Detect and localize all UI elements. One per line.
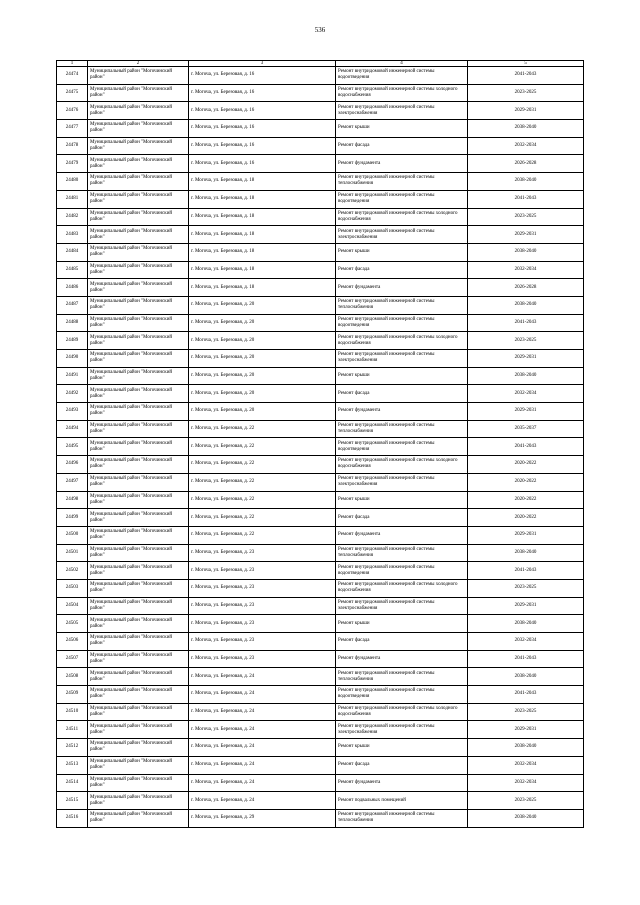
address-cell: г. Могоча, ул. Березовая, д. 24 <box>189 792 336 810</box>
table-row <box>57 721 584 739</box>
row-number: 24479 <box>57 155 88 173</box>
table-row <box>57 137 584 155</box>
district-cell: Муниципальный район "Могочинский район" <box>88 438 189 456</box>
row-number: 24508 <box>57 668 88 686</box>
address-cell: г. Могоча, ул. Березовая, д. 16 <box>189 137 336 155</box>
address-cell: г. Могоча, ул. Березовая, д. 22 <box>189 473 336 491</box>
address-cell: г. Могоча, ул. Березовая, д. 23 <box>189 615 336 633</box>
table-row <box>57 226 584 244</box>
work-type-cell: Ремонт внутридомовой инженерной системы теплоснабжения <box>336 420 468 438</box>
address-cell: г. Могоча, ул. Березовая, д. 18 <box>189 226 336 244</box>
district-cell: Муниципальный район "Могочинский район" <box>88 544 189 562</box>
row-number: 24488 <box>57 314 88 332</box>
address-cell: г. Могоча, ул. Березовая, д. 18 <box>189 208 336 226</box>
address-cell: г. Могоча, ул. Березовая, д. 23 <box>189 633 336 651</box>
table-row <box>57 208 584 226</box>
work-type-cell: Ремонт внутридомовой инженерной системы водоотведения <box>336 438 468 456</box>
work-type-cell: Ремонт фасада <box>336 261 468 279</box>
work-type-cell: Ремонт фундамента <box>336 403 468 421</box>
work-type-cell: Ремонт внутридомовой инженерной системы теплоснабжения <box>336 173 468 191</box>
work-type-cell: Ремонт фасада <box>336 137 468 155</box>
row-number: 24491 <box>57 367 88 385</box>
term-cell: 2029-2031 <box>468 526 584 544</box>
address-cell: г. Могоча, ул. Березовая, д. 18 <box>189 279 336 297</box>
term-cell: 2038-2040 <box>468 173 584 191</box>
row-number: 24487 <box>57 296 88 314</box>
row-number: 24513 <box>57 756 88 774</box>
term-cell: 2029-2031 <box>468 102 584 120</box>
table-row <box>57 579 584 597</box>
row-number: 24482 <box>57 208 88 226</box>
table-row <box>57 633 584 651</box>
table-row <box>57 562 584 580</box>
term-cell: 2041-2043 <box>468 650 584 668</box>
term-cell: 2038-2040 <box>468 739 584 757</box>
term-cell: 2023-2025 <box>468 792 584 810</box>
row-number: 24492 <box>57 385 88 403</box>
address-cell: г. Могоча, ул. Березовая, д. 20 <box>189 332 336 350</box>
table-row <box>57 615 584 633</box>
district-cell: Муниципальный район "Могочинский район" <box>88 792 189 810</box>
district-cell: Муниципальный район "Могочинский район" <box>88 721 189 739</box>
row-number: 24514 <box>57 774 88 792</box>
district-cell: Муниципальный район "Могочинский район" <box>88 120 189 138</box>
table-row <box>57 739 584 757</box>
work-type-cell: Ремонт внутридомовой инженерной системы теплоснабжения <box>336 296 468 314</box>
term-cell: 2041-2043 <box>468 562 584 580</box>
table-row <box>57 120 584 138</box>
column-header: 5 <box>468 61 584 67</box>
row-number: 24515 <box>57 792 88 810</box>
table-row <box>57 296 584 314</box>
district-cell: Муниципальный район "Могочинский район" <box>88 385 189 403</box>
term-cell: 2041-2043 <box>468 314 584 332</box>
term-cell: 2038-2040 <box>468 120 584 138</box>
address-cell: г. Могоча, ул. Березовая, д. 16 <box>189 84 336 102</box>
work-type-cell: Ремонт фасада <box>336 509 468 527</box>
table-row <box>57 774 584 792</box>
row-number: 24503 <box>57 579 88 597</box>
district-cell: Муниципальный район "Могочинский район" <box>88 155 189 173</box>
district-cell: Муниципальный район "Могочинский район" <box>88 314 189 332</box>
term-cell: 2023-2025 <box>468 84 584 102</box>
district-cell: Муниципальный район "Могочинский район" <box>88 491 189 509</box>
work-type-cell: Ремонт фундамента <box>336 155 468 173</box>
work-type-cell: Ремонт фундамента <box>336 279 468 297</box>
work-type-cell: Ремонт фундамента <box>336 774 468 792</box>
term-cell: 2029-2031 <box>468 350 584 368</box>
address-cell: г. Могоча, ул. Березовая, д. 24 <box>189 703 336 721</box>
district-cell: Муниципальный район "Могочинский район" <box>88 739 189 757</box>
district-cell: Муниципальный район "Могочинский район" <box>88 84 189 102</box>
term-cell: 2029-2031 <box>468 403 584 421</box>
table-row <box>57 190 584 208</box>
row-number: 24499 <box>57 509 88 527</box>
address-cell: г. Могоча, ул. Березовая, д. 18 <box>189 173 336 191</box>
work-type-cell: Ремонт фундамента <box>336 526 468 544</box>
column-header: 2 <box>88 61 189 67</box>
district-cell: Муниципальный район "Могочинский район" <box>88 102 189 120</box>
address-cell: г. Могоча, ул. Березовая, д. 24 <box>189 756 336 774</box>
term-cell: 2023-2025 <box>468 208 584 226</box>
work-type-cell: Ремонт внутридомовой инженерной системы водоотведения <box>336 190 468 208</box>
address-cell: г. Могоча, ул. Березовая, д. 23 <box>189 544 336 562</box>
table-row <box>57 686 584 704</box>
district-cell: Муниципальный район "Могочинский район" <box>88 420 189 438</box>
work-type-cell: Ремонт внутридомовой инженерной системы водоотведения <box>336 67 468 85</box>
term-cell: 2038-2040 <box>468 367 584 385</box>
address-cell: г. Могоча, ул. Березовая, д. 20 <box>189 385 336 403</box>
term-cell: 2038-2040 <box>468 615 584 633</box>
term-cell: 2029-2031 <box>468 721 584 739</box>
column-header: 4 <box>336 61 468 67</box>
district-cell: Муниципальный район "Могочинский район" <box>88 703 189 721</box>
row-number: 24494 <box>57 420 88 438</box>
address-cell: г. Могоча, ул. Березовая, д. 16 <box>189 67 336 85</box>
district-cell: Муниципальный район "Могочинский район" <box>88 137 189 155</box>
term-cell: 2032-2034 <box>468 385 584 403</box>
address-cell: г. Могоча, ул. Березовая, д. 20 <box>189 296 336 314</box>
table-row <box>57 350 584 368</box>
district-cell: Муниципальный район "Могочинский район" <box>88 173 189 191</box>
table-row <box>57 102 584 120</box>
work-type-cell: Ремонт фасада <box>336 633 468 651</box>
address-cell: г. Могоча, ул. Березовая, д. 22 <box>189 509 336 527</box>
work-type-cell: Ремонт внутридомовой инженерной системы электроснабжения <box>336 350 468 368</box>
table-row <box>57 367 584 385</box>
district-cell: Муниципальный район "Могочинский район" <box>88 403 189 421</box>
address-cell: г. Могоча, ул. Березовая, д. 22 <box>189 491 336 509</box>
work-type-cell: Ремонт крыши <box>336 367 468 385</box>
work-type-cell: Ремонт подвальных помещений <box>336 792 468 810</box>
work-type-cell: Ремонт внутридомовой инженерной системы холодного водоснабжения <box>336 332 468 350</box>
address-cell: г. Могоча, ул. Березовая, д. 24 <box>189 739 336 757</box>
district-cell: Муниципальный район "Могочинский район" <box>88 509 189 527</box>
term-cell: 2029-2031 <box>468 226 584 244</box>
row-number: 24475 <box>57 84 88 102</box>
table-row <box>57 155 584 173</box>
table-row <box>57 509 584 527</box>
address-cell: г. Могоча, ул. Березовая, д. 20 <box>189 403 336 421</box>
row-number: 24507 <box>57 650 88 668</box>
term-cell: 2035-2037 <box>468 420 584 438</box>
address-cell: г. Могоча, ул. Березовая, д. 18 <box>189 190 336 208</box>
row-number: 24480 <box>57 173 88 191</box>
district-cell: Муниципальный район "Могочинский район" <box>88 597 189 615</box>
row-number: 24484 <box>57 243 88 261</box>
table-row <box>57 792 584 810</box>
address-cell: г. Могоча, ул. Березовая, д. 16 <box>189 120 336 138</box>
district-cell: Муниципальный район "Могочинский район" <box>88 296 189 314</box>
district-cell: Муниципальный район "Могочинский район" <box>88 562 189 580</box>
row-number: 24510 <box>57 703 88 721</box>
district-cell: Муниципальный район "Могочинский район" <box>88 243 189 261</box>
district-cell: Муниципальный район "Могочинский район" <box>88 279 189 297</box>
term-cell: 2023-2025 <box>468 332 584 350</box>
row-number: 24500 <box>57 526 88 544</box>
district-cell: Муниципальный район "Могочинский район" <box>88 633 189 651</box>
address-cell: г. Могоча, ул. Березовая, д. 22 <box>189 420 336 438</box>
table-row <box>57 385 584 403</box>
district-cell: Муниципальный район "Могочинский район" <box>88 650 189 668</box>
term-cell: 2038-2040 <box>468 809 584 827</box>
address-cell: г. Могоча, ул. Березовая, д. 24 <box>189 686 336 704</box>
table-row <box>57 261 584 279</box>
table-row <box>57 473 584 491</box>
row-number: 24493 <box>57 403 88 421</box>
term-cell: 2038-2040 <box>468 243 584 261</box>
district-cell: Муниципальный район "Могочинский район" <box>88 668 189 686</box>
row-number: 24509 <box>57 686 88 704</box>
row-number: 24516 <box>57 809 88 827</box>
term-cell: 2038-2040 <box>468 668 584 686</box>
term-cell: 2020-2022 <box>468 491 584 509</box>
address-cell: г. Могоча, ул. Березовая, д. 22 <box>189 438 336 456</box>
row-number: 24477 <box>57 120 88 138</box>
term-cell: 2020-2022 <box>468 509 584 527</box>
row-number: 24505 <box>57 615 88 633</box>
work-type-cell: Ремонт внутридомовой инженерной системы электроснабжения <box>336 102 468 120</box>
row-number: 24478 <box>57 137 88 155</box>
row-number: 24498 <box>57 491 88 509</box>
term-cell: 2038-2040 <box>468 544 584 562</box>
district-cell: Муниципальный район "Могочинский район" <box>88 367 189 385</box>
address-cell: г. Могоча, ул. Березовая, д. 23 <box>189 597 336 615</box>
address-cell: г. Могоча, ул. Березовая, д. 20 <box>189 367 336 385</box>
term-cell: 2023-2025 <box>468 579 584 597</box>
address-cell: г. Могоча, ул. Березовая, д. 29 <box>189 809 336 827</box>
district-cell: Муниципальный район "Могочинский район" <box>88 456 189 474</box>
district-cell: Муниципальный район "Могочинский район" <box>88 526 189 544</box>
table-row <box>57 544 584 562</box>
address-cell: г. Могоча, ул. Березовая, д. 22 <box>189 526 336 544</box>
work-type-cell: Ремонт внутридомовой инженерной системы электроснабжения <box>336 721 468 739</box>
work-type-cell: Ремонт фасада <box>336 385 468 403</box>
work-type-cell: Ремонт внутридомовой инженерной системы электроснабжения <box>336 226 468 244</box>
table-row <box>57 173 584 191</box>
address-cell: г. Могоча, ул. Березовая, д. 23 <box>189 650 336 668</box>
column-header: 3 <box>189 61 336 67</box>
district-cell: Муниципальный район "Могочинский район" <box>88 350 189 368</box>
work-type-cell: Ремонт внутридомовой инженерной системы холодного водоснабжения <box>336 84 468 102</box>
term-cell: 2041-2043 <box>468 686 584 704</box>
table-row <box>57 491 584 509</box>
term-cell: 2032-2034 <box>468 774 584 792</box>
district-cell: Муниципальный район "Могочинский район" <box>88 190 189 208</box>
table-row <box>57 84 584 102</box>
term-cell: 2032-2034 <box>468 756 584 774</box>
term-cell: 2041-2043 <box>468 438 584 456</box>
term-cell: 2020-2022 <box>468 473 584 491</box>
work-type-cell: Ремонт внутридомовой инженерной системы водоотведения <box>336 314 468 332</box>
work-type-cell: Ремонт крыши <box>336 120 468 138</box>
term-cell: 2041-2043 <box>468 190 584 208</box>
table-row <box>57 332 584 350</box>
work-type-cell: Ремонт крыши <box>336 243 468 261</box>
page-number: 536 <box>314 26 326 34</box>
row-number: 24512 <box>57 739 88 757</box>
work-type-cell: Ремонт внутридомовой инженерной системы холодного водоснабжения <box>336 456 468 474</box>
table-row <box>57 526 584 544</box>
table-row <box>57 243 584 261</box>
work-type-cell: Ремонт внутридомовой инженерной системы электроснабжения <box>336 473 468 491</box>
row-number: 24481 <box>57 190 88 208</box>
row-number: 24495 <box>57 438 88 456</box>
work-type-cell: Ремонт внутридомовой инженерной системы холодного водоснабжения <box>336 703 468 721</box>
address-cell: г. Могоча, ул. Березовая, д. 20 <box>189 314 336 332</box>
term-cell: 2032-2034 <box>468 633 584 651</box>
address-cell: г. Могоча, ул. Березовая, д. 18 <box>189 243 336 261</box>
row-number: 24501 <box>57 544 88 562</box>
address-cell: г. Могоча, ул. Березовая, д. 20 <box>189 350 336 368</box>
row-number: 24486 <box>57 279 88 297</box>
work-type-cell: Ремонт внутридомовой инженерной системы холодного водоснабжения <box>336 579 468 597</box>
row-number: 24476 <box>57 102 88 120</box>
row-number: 24490 <box>57 350 88 368</box>
district-cell: Муниципальный район "Могочинский район" <box>88 332 189 350</box>
table-row <box>57 67 584 85</box>
row-number: 24511 <box>57 721 88 739</box>
term-cell: 2041-2043 <box>468 67 584 85</box>
work-type-cell: Ремонт крыши <box>336 491 468 509</box>
row-number: 24506 <box>57 633 88 651</box>
district-cell: Муниципальный район "Могочинский район" <box>88 208 189 226</box>
district-cell: Муниципальный район "Могочинский район" <box>88 67 189 85</box>
work-type-cell: Ремонт фасада <box>336 756 468 774</box>
work-type-cell: Ремонт крыши <box>336 615 468 633</box>
term-cell: 2026-2028 <box>468 279 584 297</box>
row-number: 24483 <box>57 226 88 244</box>
work-type-cell: Ремонт внутридомовой инженерной системы электроснабжения <box>336 597 468 615</box>
district-cell: Муниципальный район "Могочинский район" <box>88 261 189 279</box>
work-type-cell: Ремонт внутридомовой инженерной системы холодного водоснабжения <box>336 208 468 226</box>
table-row <box>57 314 584 332</box>
district-cell: Муниципальный район "Могочинский район" <box>88 473 189 491</box>
address-cell: г. Могоча, ул. Березовая, д. 23 <box>189 579 336 597</box>
work-type-cell: Ремонт внутридомовой инженерной системы теплоснабжения <box>336 668 468 686</box>
work-type-cell: Ремонт внутридомовой инженерной системы теплоснабжения <box>336 544 468 562</box>
work-type-cell: Ремонт крыши <box>336 739 468 757</box>
address-cell: г. Могоча, ул. Березовая, д. 24 <box>189 668 336 686</box>
district-cell: Муниципальный район "Могочинский район" <box>88 226 189 244</box>
row-number: 24474 <box>57 67 88 85</box>
table-row <box>57 279 584 297</box>
table-row <box>57 420 584 438</box>
row-number: 24496 <box>57 456 88 474</box>
term-cell: 2032-2034 <box>468 261 584 279</box>
table-row <box>57 756 584 774</box>
address-cell: г. Могоча, ул. Березовая, д. 18 <box>189 261 336 279</box>
row-number: 24485 <box>57 261 88 279</box>
district-cell: Муниципальный район "Могочинский район" <box>88 774 189 792</box>
term-cell: 2038-2040 <box>468 296 584 314</box>
address-cell: г. Могоча, ул. Березовая, д. 16 <box>189 102 336 120</box>
district-cell: Муниципальный район "Могочинский район" <box>88 686 189 704</box>
work-type-cell: Ремонт внутридомовой инженерной системы водоотведения <box>336 562 468 580</box>
address-cell: г. Могоча, ул. Березовая, д. 16 <box>189 155 336 173</box>
district-cell: Муниципальный район "Могочинский район" <box>88 809 189 827</box>
table-body <box>57 67 584 828</box>
district-cell: Муниципальный район "Могочинский район" <box>88 756 189 774</box>
term-cell: 2023-2025 <box>468 703 584 721</box>
column-header: 1 <box>57 61 88 67</box>
row-number: 24497 <box>57 473 88 491</box>
work-type-cell: Ремонт фундамента <box>336 650 468 668</box>
address-cell: г. Могоча, ул. Березовая, д. 22 <box>189 456 336 474</box>
address-cell: г. Могоча, ул. Березовая, д. 24 <box>189 721 336 739</box>
term-cell: 2020-2022 <box>468 456 584 474</box>
registry-table <box>56 60 584 828</box>
work-type-cell: Ремонт внутридомовой инженерной системы теплоснабжения <box>336 809 468 827</box>
table-row <box>57 438 584 456</box>
term-cell: 2032-2034 <box>468 137 584 155</box>
table-row <box>57 597 584 615</box>
district-cell: Муниципальный район "Могочинский район" <box>88 615 189 633</box>
address-cell: г. Могоча, ул. Березовая, д. 24 <box>189 774 336 792</box>
table-row <box>57 703 584 721</box>
row-number: 24502 <box>57 562 88 580</box>
term-cell: 2029-2031 <box>468 597 584 615</box>
row-number: 24504 <box>57 597 88 615</box>
address-cell: г. Могоча, ул. Березовая, д. 23 <box>189 562 336 580</box>
district-cell: Муниципальный район "Могочинский район" <box>88 579 189 597</box>
table-row <box>57 809 584 827</box>
work-type-cell: Ремонт внутридомовой инженерной системы водоотведения <box>336 686 468 704</box>
table-row <box>57 456 584 474</box>
term-cell: 2026-2028 <box>468 155 584 173</box>
table-row <box>57 668 584 686</box>
table-row <box>57 403 584 421</box>
table-row <box>57 650 584 668</box>
row-number: 24489 <box>57 332 88 350</box>
